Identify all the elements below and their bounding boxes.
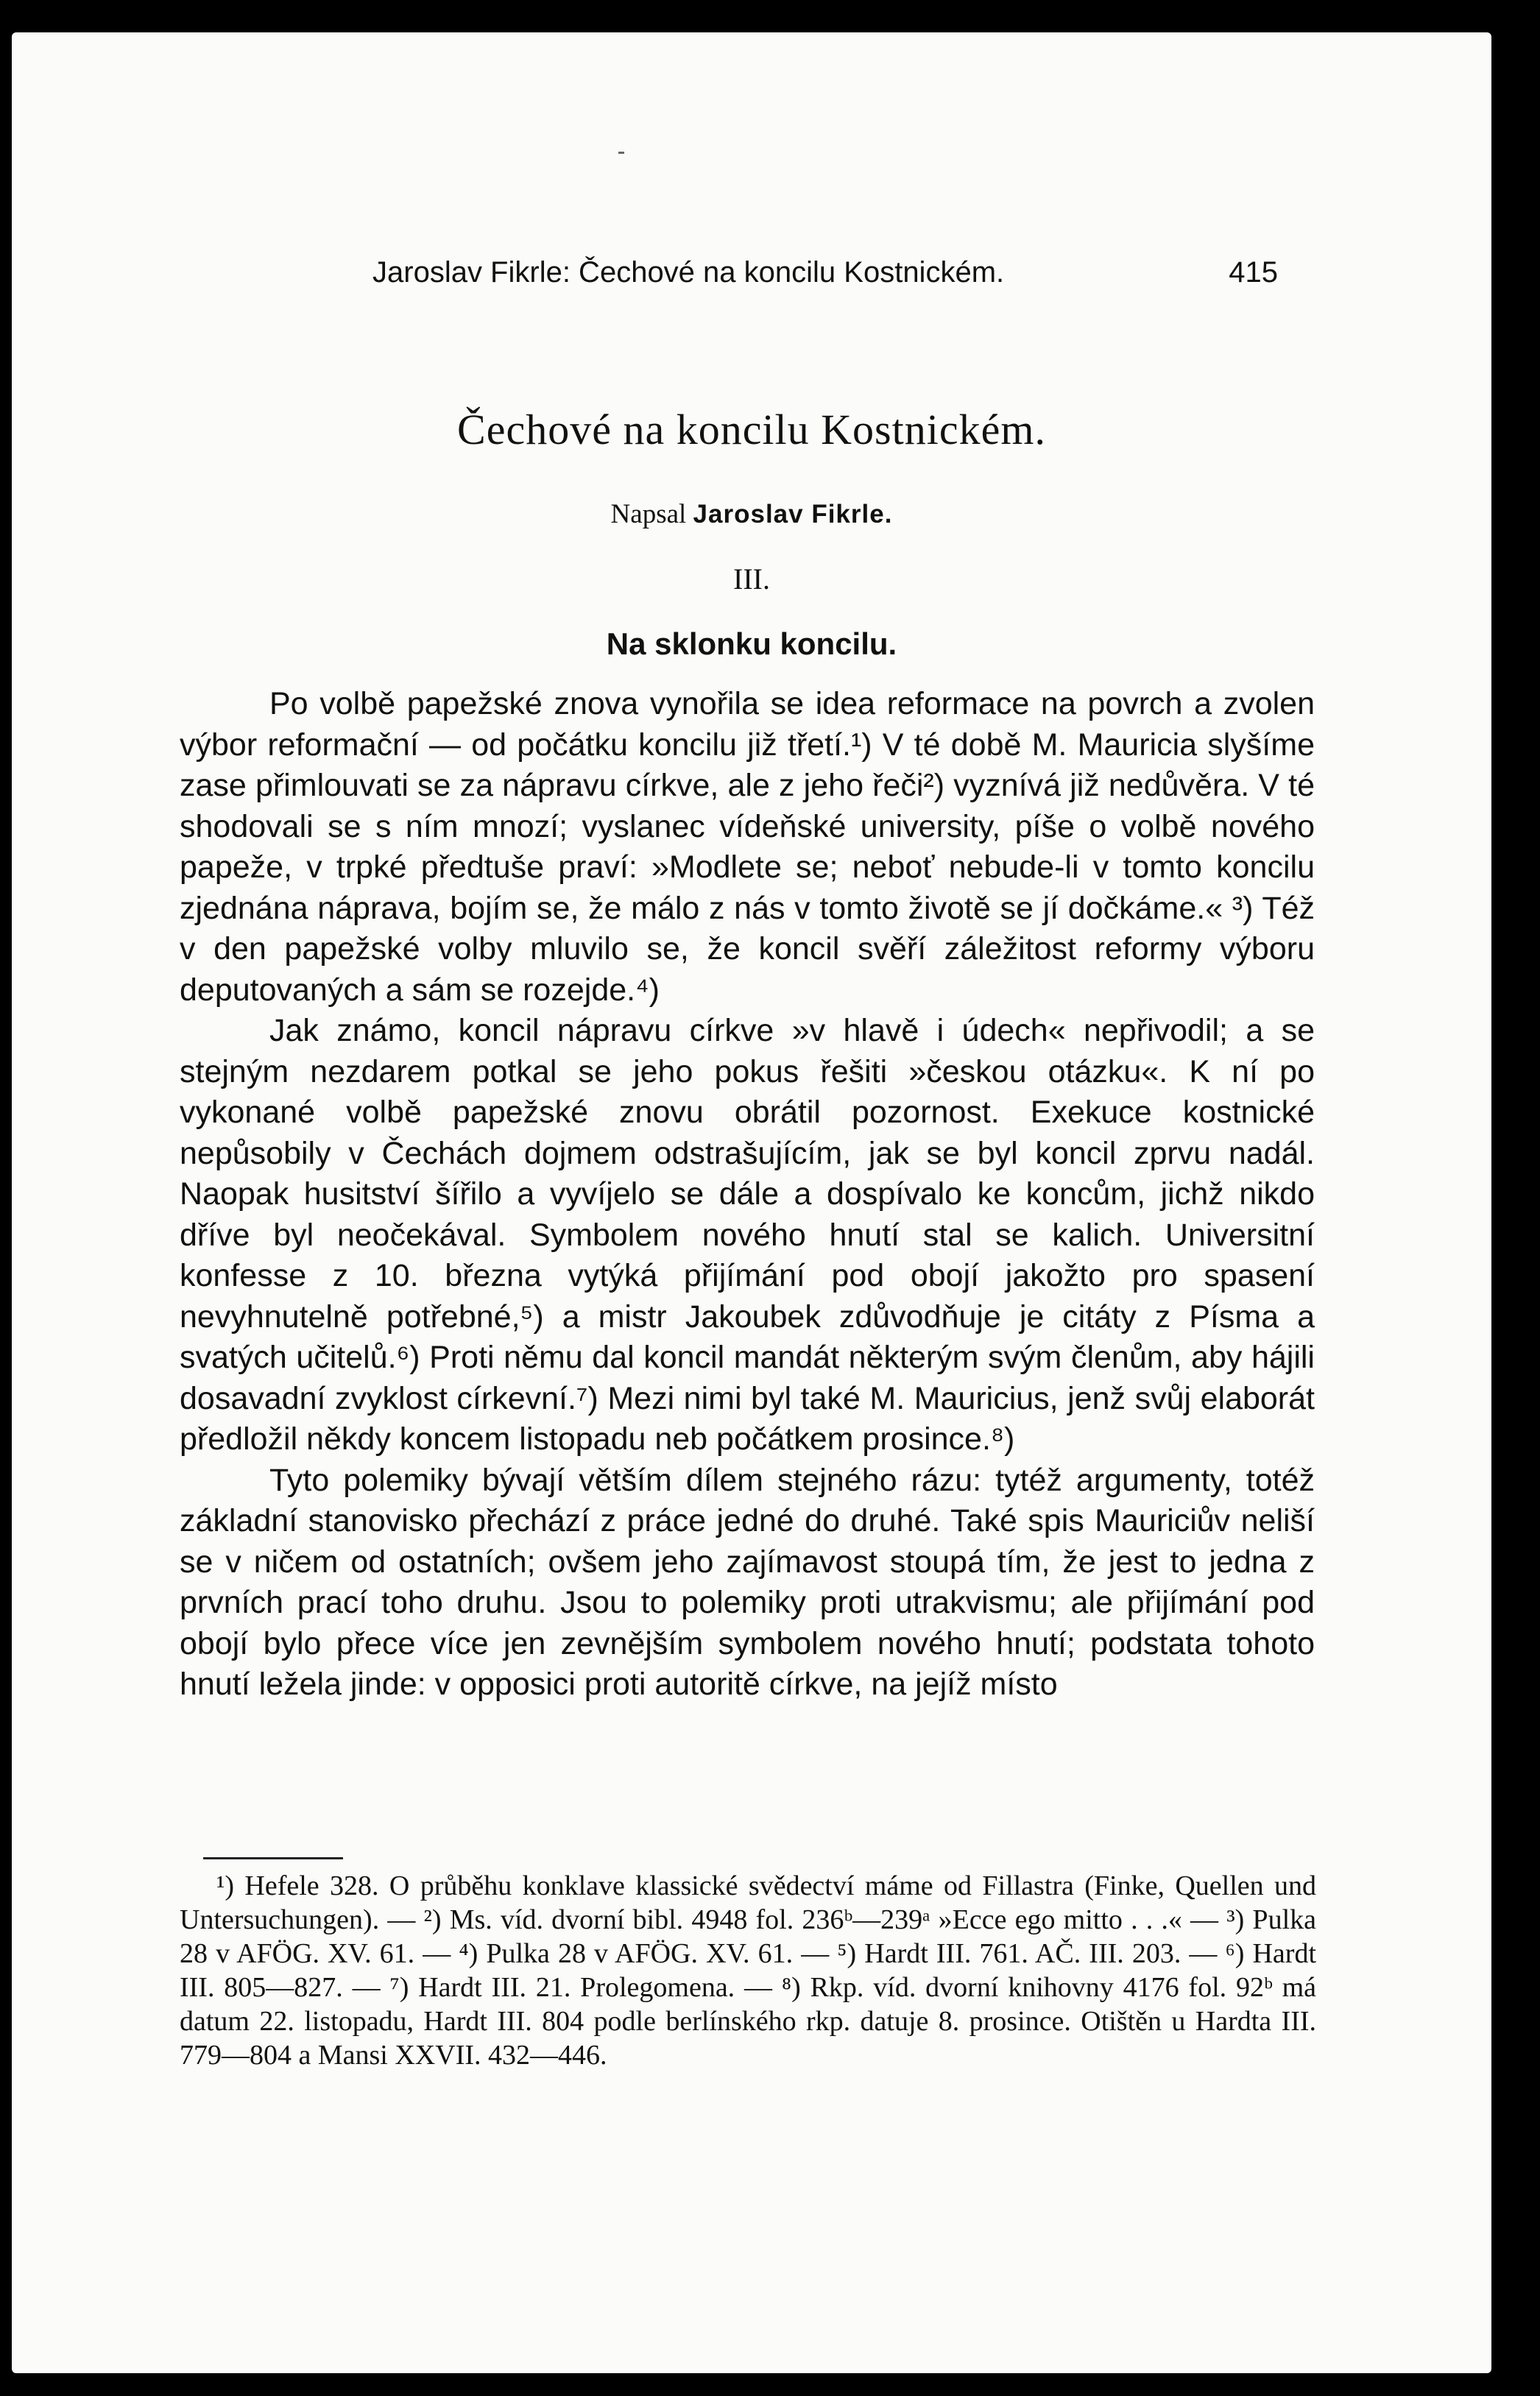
page-sheet <box>12 32 1491 2373</box>
running-head <box>372 255 1278 290</box>
part-number: III. <box>733 562 770 596</box>
section-heading: Na sklonku koncilu. <box>606 626 897 661</box>
paragraph-2: Jak známo, koncil nápravu církve »v hlavě i údech« nepřivodil; a se stejným nezdarem potkal se jeho pokus řešiti »českou otázku«. K ní po vykonané volbě papežské znovu obrátil pozornost. Exekuce kostnické nepůsobily v Čechách dojmem odstrašujícím, jak se byl koncil zprvu nadál. Naopak husitství šířilo a vyvíjelo se dále a dospívalo ke koncům, jichž nikdo dříve byl neočekával. Symbolem nového hnutí stal se kalich. Universitní konfesse z 10. března vytýká přijímání pod obojí jakožto pro spasení nevyhnutelně potřebné,⁵) a mistr Jakoubek zdůvodňuje je citáty z Písma a svatých učitelů.⁶) Proti němu dal koncil mandát některým svým členům, aby hájili dosavadní zvyklost církevní.⁷) Mezi nimi byl také M. Mauricius, jenž svůj elaborát předložil někdy koncem listopadu neb počátkem prosince.⁸) <box>180 1013 1315 1457</box>
footnotes <box>180 1869 1316 2072</box>
paragraph-3: Tyto polemiky bývají větším dílem stejného rázu: tytéž argumenty, totéž základní stanovisko přechází z práce jedné do druhé. Také spis Mauriciův neliší se v ničem od ostatních; ovšem jeho zajímavost stoupá tím, že jest to jedna z prvních prací toho druhu. Jsou to polemiky proti utrakvismu; ale přijímání pod obojí bylo přece více jen zevnějším symbolem nového hnutí; podstata tohoto hnutí ležela jinde: v opposici proti autoritě církve, na jejíž místo <box>180 1462 1315 1702</box>
page-number: 415 <box>1229 256 1278 289</box>
article-title: Čechové na koncilu Kostnickém. <box>457 406 1046 453</box>
running-head-title: Jaroslav Fikrle: Čechové na koncilu Kostnickém. <box>372 256 1005 289</box>
paragraph-1: Po volbě papežské znova vynořila se idea reformace na povrch a zvolen výbor reformační — od počátku koncilu již třetí.¹) V té době M. Mauricia slyšíme zase přimlouvati se za nápravu církve, ale z jeho řeči²) vyznívá již nedůvěra. V té shodovali se s ním mnozí; vyslanec vídeňské university, píše o volbě nového papeže, v trpké předtuše praví: »Modlete se; neboť nebude-li v tomto koncilu zjednána náprava, bojím se, že málo z nás v tomto životě se jí dočkáme.« ³) Též v den papežské volby mluvilo se, že koncil svěří záležitost reformy výboru deputovaných a sám se rozejde.⁴) <box>180 686 1315 1008</box>
author-prefix: Napsal <box>610 499 687 529</box>
footnote-text: ¹) Hefele 328. O průběhu konklave klassické svědectví máme od Fillastra (Finke, Quellen und Untersuchungen). — ²) Ms. víd. dvorní bibl. 4948 fol. 236ᵇ—239ᵃ »Ecce ego mitto . . .« — ³) Pulka 28 v AFÖG. XV. 61. — ⁴) Pulka 28 v AFÖG. XV. 61. — ⁵) Hardt III. 761. AČ. III. 203. — ⁶) Hardt III. 805—827. — ⁷) Hardt III. 21. Prolegomena. — ⁸) Rkp. víd. dvorní knihovny 4176 fol. 92ᵇ má datum 22. listopadu, Hardt III. 804 podle berlínského rkp. datuje 8. prosince. Otištěn u Hardta III. 779—804 a Mansi XXVII. 432—446. <box>180 1870 1316 2071</box>
author-line <box>12 498 1491 531</box>
footnote-rule <box>203 1857 343 1859</box>
author-name: Jaroslav Fikrle. <box>693 500 893 529</box>
body-text <box>180 684 1315 1706</box>
print-speck <box>618 152 624 154</box>
